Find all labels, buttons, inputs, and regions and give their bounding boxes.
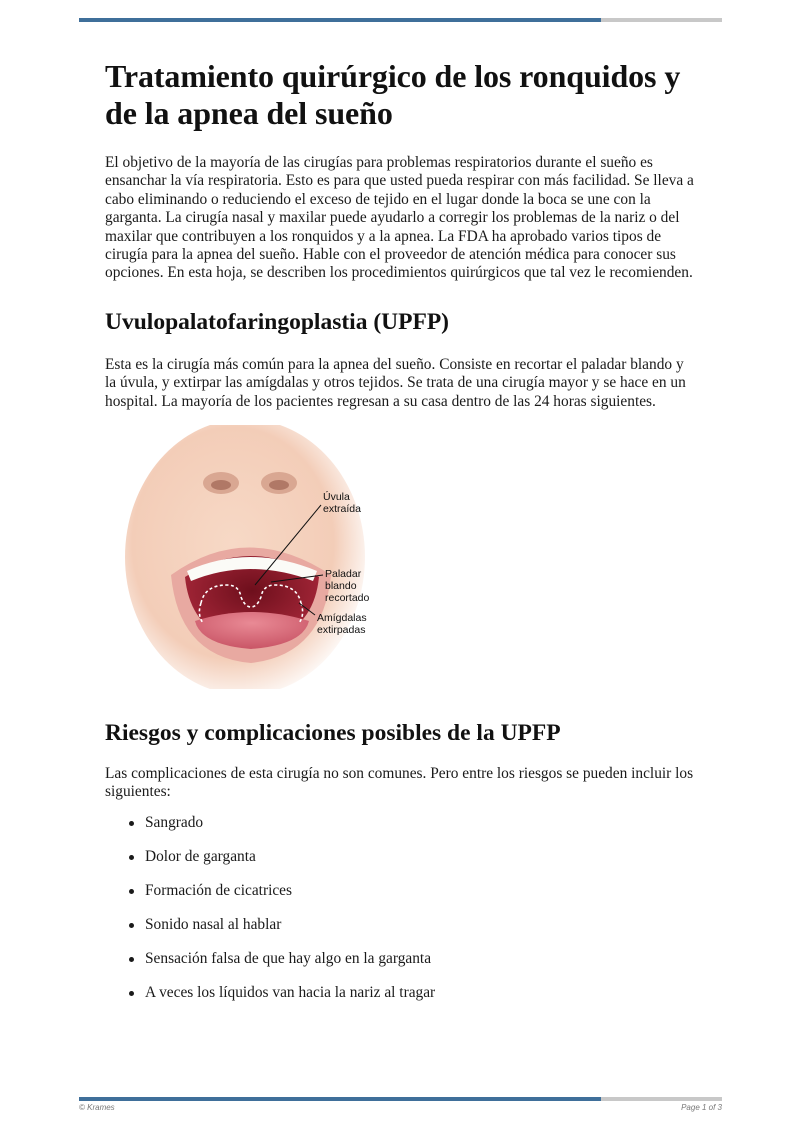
header-progress-bar: [79, 18, 722, 22]
list-item: Sangrado: [127, 814, 697, 832]
label-uvula-1: Úvula: [323, 491, 350, 504]
label-palate-3: recortado: [325, 592, 370, 605]
footer-progress-bar: [79, 1097, 722, 1101]
label-palate-2: blando: [325, 580, 357, 593]
bullet-icon: [129, 855, 134, 860]
list-item: A veces los líquidos van hacia la nariz al tragar: [127, 984, 697, 1002]
page-title: Tratamiento quirúrgico de los ronquidos y de la apnea del sueño: [105, 58, 681, 131]
intro-paragraph: El objetivo de la mayoría de las cirugías para problemas respiratorios durante el sueño es ensanchar la vía respiratoria. Esto es para que usted pueda respirar con más facilidad. Se lleva a cabo eliminando o reduciendo el exceso de tejido en el lugar donde la boca se une con la garganta. La cirugía nasal y maxilar puede ayudarlo a corregir los problemas de la nariz o del maxilar que contribuyen a los ronquidos y a la apnea. La FDA ha aprobado varios tipos de cirugía para la apnea del sueño. Hable con el proveedor de atención médica para conocer sus opciones. En esta hoja, se describen los procedimientos quirúrgicos que tal vez le recomienden.: [105, 154, 694, 282]
list-item: Formación de cicatrices: [127, 882, 697, 900]
section-heading-risks: Riesgos y complicaciones posibles de la UPFP: [105, 720, 561, 747]
bullet-icon: [129, 923, 134, 928]
document-body: [105, 58, 697, 1018]
footer-page-number: Page 1 of 3: [681, 1103, 722, 1112]
risks-paragraph: Las complicaciones de esta cirugía no son comunes. Pero entre los riesgos se pueden incluir los siguientes:: [105, 765, 694, 801]
label-tonsils-1: Amígdalas: [317, 612, 367, 625]
upfp-paragraph: Esta es la cirugía más común para la apnea del sueño. Consiste en recortar el paladar blando y la úvula, y extirpar las amígdalas y otros tejidos. Se trata de una cirugía mayor y se hace en un hospital. La mayoría de los pacientes regresan a su casa dentro de las 24 horas siguientes.: [105, 355, 686, 410]
bullet-icon: [129, 957, 134, 962]
header-bar-fill: [79, 18, 601, 22]
footer-bar-fill: [79, 1097, 601, 1101]
section-heading-upfp: Uvulopalatofaringoplastia (UPFP): [105, 308, 450, 335]
bullet-icon: [129, 889, 134, 894]
bullet-icon: [129, 821, 134, 826]
list-item: Sensación falsa de que hay algo en la garganta: [127, 950, 697, 968]
mouth-illustration: [123, 425, 403, 689]
list-item: Dolor de garganta: [127, 848, 697, 866]
mouth-illustration-svg: [123, 425, 403, 689]
footer-copyright: © Krames: [79, 1103, 115, 1112]
risks-list: [127, 814, 697, 1002]
label-uvula-2: extraída: [323, 503, 361, 516]
list-item: Sonido nasal al hablar: [127, 916, 697, 934]
label-tonsils-2: extirpadas: [317, 624, 366, 637]
label-palate-1: Paladar: [325, 568, 362, 581]
bullet-icon: [129, 991, 134, 996]
